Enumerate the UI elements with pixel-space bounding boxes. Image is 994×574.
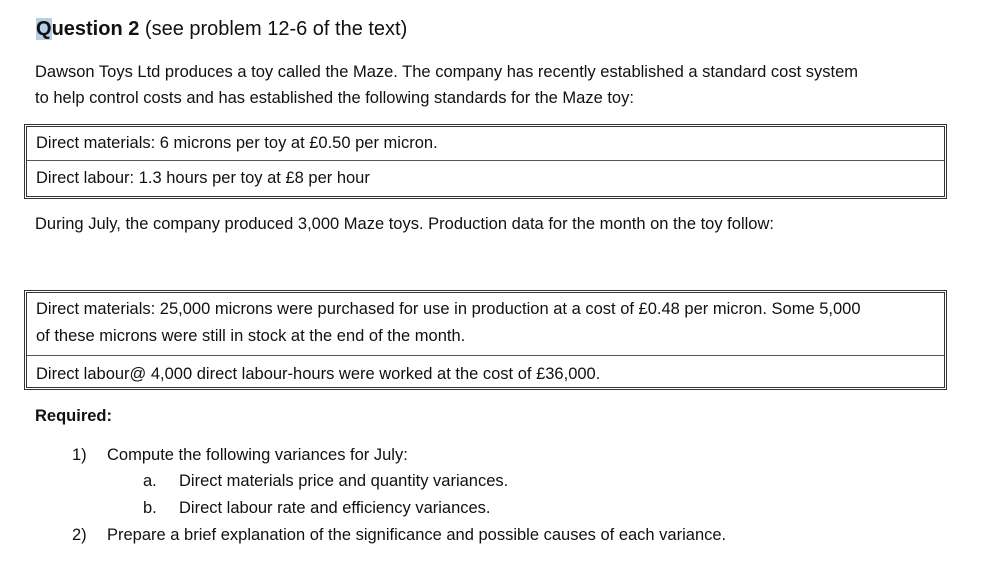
- sub-list-item: [143, 469, 508, 493]
- list-item-number: 1): [72, 446, 87, 464]
- list-item-number: 2): [72, 526, 87, 544]
- standard-materials: Direct materials: 6 microns per toy at £0.50 per micron.: [36, 134, 438, 152]
- intro-line-2: to help control costs and has established the following standards for the Maze toy:: [35, 89, 634, 107]
- list-item: [72, 523, 726, 547]
- standards-box: [24, 124, 947, 199]
- actual-materials-line-2: of these microns were still in stock at the end of the month.: [36, 327, 466, 345]
- standard-labour: Direct labour: 1.3 hours per toy at £8 per hour: [27, 160, 944, 196]
- list-item-text: Prepare a brief explanation of the significance and possible causes of each variance.: [107, 526, 727, 544]
- required-label: Required:: [35, 407, 113, 425]
- actual-data-box: [24, 290, 947, 390]
- actual-materials: [27, 293, 944, 355]
- question-number: uestion 2: [51, 18, 140, 40]
- production-text: During July, the company produced 3,000 Maze toys. Production data for the month on the toy follow:: [35, 215, 774, 233]
- actual-labour: Direct labour@ 4,000 direct labour-hours were worked at the cost of £36,000.: [27, 355, 944, 387]
- sub-list-item-text: Direct labour rate and efficiency variances.: [179, 499, 491, 517]
- sub-list-item-letter: b.: [143, 499, 157, 517]
- sub-list-item-text: Direct materials price and quantity variances.: [179, 472, 509, 490]
- question-subtitle: (see problem 12-6 of the text): [144, 18, 408, 40]
- actual-materials-line-1: Direct materials: 25,000 microns were purchased for use in production at a cost of £0.48 per micron. Some 5,000: [36, 300, 861, 318]
- sub-list-item-letter: a.: [143, 472, 157, 490]
- list-item-text: Compute the following variances for July:: [107, 446, 408, 464]
- question-heading: [36, 15, 407, 43]
- sub-list-item: [143, 496, 491, 520]
- question-first-letter: Q: [36, 18, 52, 40]
- intro-line-1: Dawson Toys Ltd produces a toy called the Maze. The company has recently established a standard cost system: [35, 63, 858, 81]
- list-item: [72, 443, 408, 467]
